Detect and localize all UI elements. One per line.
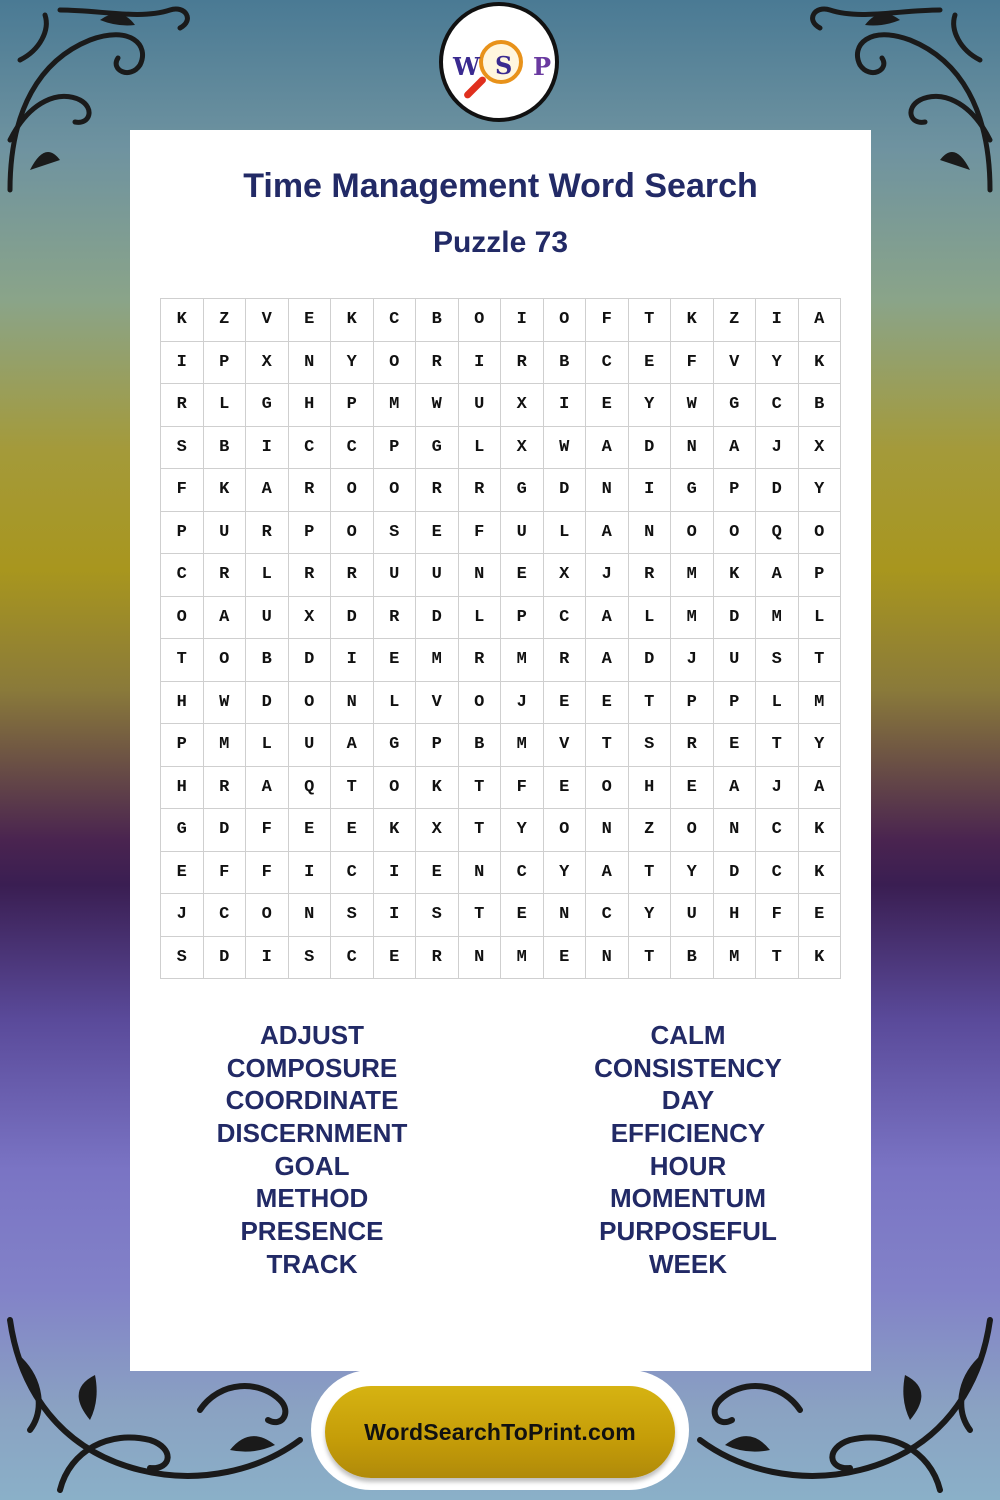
grid-cell[interactable]: Y [331,342,374,385]
grid-cell[interactable]: H [714,894,757,937]
grid-cell[interactable]: T [629,852,672,895]
grid-cell[interactable]: I [289,852,332,895]
grid-cell[interactable]: Q [289,767,332,810]
grid-cell[interactable]: U [289,724,332,767]
grid-cell[interactable]: O [544,809,587,852]
grid-cell[interactable]: R [629,554,672,597]
grid-cell[interactable]: K [161,299,204,342]
grid-cell[interactable]: T [629,937,672,980]
grid-cell[interactable]: N [289,342,332,385]
grid-cell[interactable]: R [204,554,247,597]
grid-cell[interactable]: Q [756,512,799,555]
word-list-item: GOAL [274,1150,350,1181]
grid-cell[interactable]: I [374,852,417,895]
grid-cell[interactable]: Z [629,809,672,852]
grid-cell[interactable]: N [331,682,374,725]
grid-cell[interactable]: B [544,342,587,385]
grid-cell[interactable]: C [331,852,374,895]
grid-cell[interactable]: G [714,384,757,427]
grid-cell[interactable]: G [671,469,714,512]
grid-cell[interactable]: O [459,682,502,725]
grid-cell[interactable]: X [799,427,842,470]
grid-cell[interactable]: E [586,682,629,725]
grid-cell[interactable]: T [629,682,672,725]
grid-cell[interactable]: L [459,597,502,640]
grid-cell[interactable]: E [544,767,587,810]
grid-cell[interactable]: U [501,512,544,555]
grid-cell[interactable]: L [246,554,289,597]
grid-cell[interactable]: S [161,427,204,470]
grid-cell[interactable]: M [374,384,417,427]
grid-cell[interactable]: Y [799,724,842,767]
grid-cell[interactable]: I [459,342,502,385]
grid-cell[interactable]: T [799,639,842,682]
grid-cell[interactable]: D [544,469,587,512]
grid-cell[interactable]: I [756,299,799,342]
grid-cell[interactable]: L [246,724,289,767]
grid-cell[interactable]: A [586,597,629,640]
grid-cell[interactable]: G [161,809,204,852]
grid-cell[interactable]: V [714,342,757,385]
grid-cell[interactable]: B [459,724,502,767]
grid-cell[interactable]: S [161,937,204,980]
grid-cell[interactable]: F [204,852,247,895]
grid-cell[interactable]: B [799,384,842,427]
grid-cell[interactable]: E [374,937,417,980]
grid-cell[interactable]: T [756,724,799,767]
grid-cell[interactable]: A [799,299,842,342]
word-list-item: COORDINATE [225,1085,399,1116]
grid-cell[interactable]: U [671,894,714,937]
grid-cell[interactable]: V [416,682,459,725]
grid-cell[interactable]: E [629,342,672,385]
grid-cell[interactable]: N [544,894,587,937]
grid-cell[interactable]: M [416,639,459,682]
grid-cell[interactable]: P [289,512,332,555]
grid-cell[interactable]: K [374,809,417,852]
grid-cell[interactable]: O [246,894,289,937]
grid-cell[interactable]: T [459,894,502,937]
grid-cell[interactable]: B [246,639,289,682]
grid-cell[interactable]: R [501,342,544,385]
grid-cell[interactable]: R [331,554,374,597]
grid-cell[interactable]: O [289,682,332,725]
grid-cell[interactable]: E [374,639,417,682]
grid-cell[interactable]: A [246,469,289,512]
word-list-item: WEEK [649,1248,727,1279]
grid-cell[interactable]: O [799,512,842,555]
grid-cell[interactable]: K [671,299,714,342]
grid-cell[interactable]: D [714,597,757,640]
grid-cell[interactable]: M [671,597,714,640]
grid-cell[interactable]: G [501,469,544,512]
grid-cell[interactable]: O [204,639,247,682]
grid-cell[interactable]: R [459,469,502,512]
grid-cell[interactable]: R [416,937,459,980]
word-list-item: HOUR [649,1150,727,1181]
grid-cell[interactable]: T [459,767,502,810]
grid-cell[interactable]: Y [671,852,714,895]
grid-cell[interactable]: R [416,342,459,385]
grid-cell[interactable]: D [756,469,799,512]
grid-cell[interactable]: F [161,469,204,512]
word-list-item: DISCERNMENT [216,1118,408,1149]
grid-cell[interactable]: E [416,852,459,895]
grid-cell[interactable]: P [331,384,374,427]
grid-cell[interactable]: X [416,809,459,852]
grid-cell[interactable]: I [161,342,204,385]
grid-cell[interactable]: X [501,384,544,427]
grid-cell[interactable]: Y [756,342,799,385]
grid-cell[interactable]: U [714,639,757,682]
grid-cell[interactable]: X [246,342,289,385]
grid-cell[interactable]: I [246,427,289,470]
grid-cell[interactable]: C [586,342,629,385]
grid-cell[interactable]: R [204,767,247,810]
grid-cell[interactable]: Z [204,299,247,342]
word-list-item: CONSISTENCY [594,1052,782,1083]
footer-badge[interactable] [325,1386,675,1478]
grid-cell[interactable]: T [586,724,629,767]
grid-cell[interactable]: N [459,852,502,895]
grid-cell[interactable]: L [459,427,502,470]
grid-cell[interactable]: M [671,554,714,597]
footer-site-link[interactable]: WordSearchToPrint.com [364,1418,636,1445]
grid-cell[interactable]: Y [629,894,672,937]
grid-cell[interactable]: A [246,767,289,810]
grid-cell[interactable]: J [501,682,544,725]
grid-cell[interactable]: P [714,469,757,512]
word-list-item: CALM [650,1020,726,1050]
grid-cell[interactable]: H [629,767,672,810]
grid-cell[interactable]: R [289,469,332,512]
grid-cell[interactable]: O [374,342,417,385]
grid-cell[interactable]: P [374,427,417,470]
puzzle-card [130,130,871,1371]
grid-cell[interactable]: K [331,299,374,342]
grid-cell[interactable]: A [756,554,799,597]
grid-cell[interactable]: D [331,597,374,640]
grid-cell[interactable]: E [289,809,332,852]
word-list-item: ADJUST [259,1020,364,1050]
grid-cell[interactable]: A [586,427,629,470]
grid-cell[interactable]: R [289,554,332,597]
grid-cell[interactable]: C [756,384,799,427]
grid-cell[interactable]: A [331,724,374,767]
grid-cell[interactable]: C [331,937,374,980]
word-list-item: PRESENCE [240,1216,384,1247]
grid-cell[interactable]: L [374,682,417,725]
grid-cell[interactable]: K [799,852,842,895]
grid-cell[interactable]: J [586,554,629,597]
grid-cell[interactable]: F [671,342,714,385]
grid-cell[interactable]: K [204,469,247,512]
grid-cell[interactable]: P [161,512,204,555]
grid-cell[interactable]: F [586,299,629,342]
grid-cell[interactable]: A [714,427,757,470]
grid-cell[interactable]: E [544,937,587,980]
word-list-right [538,1019,838,1281]
grid-cell[interactable]: I [331,639,374,682]
grid-cell[interactable]: P [416,724,459,767]
grid-cell[interactable]: U [204,512,247,555]
word-list-item: TRACK [266,1248,358,1279]
grid-cell[interactable]: R [374,597,417,640]
grid-cell[interactable]: P [501,597,544,640]
grid-cell[interactable]: N [586,937,629,980]
grid-cell[interactable]: L [204,384,247,427]
grid-cell[interactable]: F [246,809,289,852]
letter-grid [160,298,841,979]
grid-cell[interactable]: G [416,427,459,470]
grid-cell[interactable]: T [629,299,672,342]
word-list-item: METHOD [255,1183,369,1214]
grid-cell[interactable]: I [501,299,544,342]
grid-cell[interactable]: O [161,597,204,640]
grid-cell[interactable]: M [204,724,247,767]
grid-cell[interactable]: W [416,384,459,427]
grid-cell[interactable]: D [629,427,672,470]
grid-cell[interactable]: D [204,937,247,980]
grid-cell[interactable]: E [714,724,757,767]
wsp-logo[interactable] [439,2,559,122]
grid-cell[interactable]: C [544,597,587,640]
grid-cell[interactable]: I [246,937,289,980]
word-list-item: PURPOSEFUL [599,1216,777,1247]
grid-cell[interactable]: N [714,809,757,852]
grid-cell[interactable]: N [459,937,502,980]
grid-cell[interactable]: U [416,554,459,597]
grid-cell[interactable]: B [204,427,247,470]
grid-cell[interactable]: J [161,894,204,937]
logo-letter-w: W [453,52,480,81]
grid-cell[interactable]: X [544,554,587,597]
grid-cell[interactable]: S [629,724,672,767]
grid-cell[interactable]: C [161,554,204,597]
grid-cell[interactable]: N [586,469,629,512]
grid-cell[interactable]: G [374,724,417,767]
grid-cell[interactable]: C [204,894,247,937]
grid-cell[interactable]: C [586,894,629,937]
grid-cell[interactable]: S [289,937,332,980]
grid-cell[interactable]: D [289,639,332,682]
grid-cell[interactable]: C [289,427,332,470]
grid-cell[interactable]: O [544,299,587,342]
grid-cell[interactable]: R [544,639,587,682]
grid-cell[interactable]: O [331,469,374,512]
grid-cell[interactable]: N [629,512,672,555]
grid-cell[interactable]: Y [544,852,587,895]
puzzle-number: Puzzle 73 [432,226,569,259]
grid-cell[interactable]: M [501,724,544,767]
grid-cell[interactable]: D [416,597,459,640]
grid-cell[interactable]: D [714,852,757,895]
grid-cell[interactable]: H [161,767,204,810]
grid-cell[interactable]: P [204,342,247,385]
grid-cell[interactable]: M [714,937,757,980]
grid-cell[interactable]: E [416,512,459,555]
grid-cell[interactable]: W [671,384,714,427]
grid-cell[interactable]: C [374,299,417,342]
grid-cell[interactable]: O [671,512,714,555]
grid-cell[interactable]: G [246,384,289,427]
grid-cell[interactable]: E [586,384,629,427]
grid-cell[interactable]: L [629,597,672,640]
grid-cell[interactable]: T [756,937,799,980]
grid-cell[interactable]: O [374,469,417,512]
grid-cell[interactable]: S [756,639,799,682]
grid-cell[interactable]: O [714,512,757,555]
grid-cell[interactable]: E [671,767,714,810]
grid-cell[interactable]: Z [714,299,757,342]
grid-cell[interactable]: O [586,767,629,810]
word-list-item: COMPOSURE [226,1052,398,1083]
grid-cell[interactable]: B [416,299,459,342]
grid-cell[interactable]: E [501,894,544,937]
grid-cell[interactable]: F [756,894,799,937]
grid-cell[interactable]: P [799,554,842,597]
grid-cell[interactable]: R [671,724,714,767]
grid-cell[interactable]: J [671,639,714,682]
grid-cell[interactable]: N [289,894,332,937]
grid-cell[interactable]: H [289,384,332,427]
grid-cell[interactable]: M [799,682,842,725]
grid-cell[interactable]: L [799,597,842,640]
grid-cell[interactable]: C [501,852,544,895]
grid-cell[interactable]: M [501,639,544,682]
grid-cell[interactable]: V [246,299,289,342]
grid-cell[interactable]: R [459,639,502,682]
grid-cell[interactable]: I [629,469,672,512]
grid-cell[interactable]: C [331,427,374,470]
grid-cell[interactable]: C [756,809,799,852]
grid-cell[interactable]: W [544,427,587,470]
grid-cell[interactable]: R [416,469,459,512]
grid-cell[interactable]: S [416,894,459,937]
grid-cell[interactable]: E [799,894,842,937]
grid-cell[interactable]: E [331,809,374,852]
grid-cell[interactable]: A [586,512,629,555]
grid-cell[interactable]: M [756,597,799,640]
grid-cell[interactable]: R [246,512,289,555]
grid-cell[interactable]: J [756,767,799,810]
grid-cell[interactable]: X [501,427,544,470]
grid-cell[interactable]: O [459,299,502,342]
grid-cell[interactable]: A [586,639,629,682]
grid-cell[interactable]: P [714,682,757,725]
grid-cell[interactable]: K [799,937,842,980]
grid-cell[interactable]: E [544,682,587,725]
grid-cell[interactable]: S [331,894,374,937]
grid-cell[interactable]: I [544,384,587,427]
grid-cell[interactable]: Y [629,384,672,427]
grid-cell[interactable]: N [459,554,502,597]
grid-cell[interactable]: U [374,554,417,597]
logo-letter-p: P [533,52,552,81]
grid-cell[interactable]: K [799,809,842,852]
word-list-item: MOMENTUM [610,1183,766,1214]
grid-cell[interactable]: K [416,767,459,810]
grid-cell[interactable]: L [544,512,587,555]
grid-cell[interactable]: F [246,852,289,895]
grid-cell[interactable]: H [161,682,204,725]
grid-cell[interactable]: T [331,767,374,810]
grid-cell[interactable]: O [374,767,417,810]
grid-cell[interactable]: C [756,852,799,895]
grid-cell[interactable]: O [331,512,374,555]
grid-cell[interactable]: Y [501,809,544,852]
grid-cell[interactable]: D [204,809,247,852]
grid-cell[interactable]: P [161,724,204,767]
logo-letter-s: S [495,51,513,80]
grid-cell[interactable]: O [671,809,714,852]
grid-cell[interactable]: A [204,597,247,640]
grid-cell[interactable]: J [756,427,799,470]
page-title: Time Management Word Search [243,167,758,205]
grid-cell[interactable]: D [629,639,672,682]
grid-cell[interactable]: D [246,682,289,725]
grid-cell[interactable]: R [161,384,204,427]
grid-cell[interactable]: B [671,937,714,980]
grid-cell[interactable]: V [544,724,587,767]
grid-cell[interactable]: A [586,852,629,895]
grid-cell[interactable]: K [799,342,842,385]
grid-cell[interactable]: A [714,767,757,810]
grid-cell[interactable]: S [374,512,417,555]
grid-cell[interactable]: T [459,809,502,852]
grid-cell[interactable]: N [671,427,714,470]
grid-cell[interactable]: F [459,512,502,555]
grid-cell[interactable]: W [204,682,247,725]
grid-cell[interactable]: U [459,384,502,427]
word-list-left [162,1019,462,1281]
grid-cell[interactable]: E [501,554,544,597]
grid-cell[interactable]: T [161,639,204,682]
grid-cell[interactable]: E [161,852,204,895]
word-list-item: DAY [661,1085,715,1116]
grid-cell[interactable]: X [289,597,332,640]
grid-cell[interactable]: U [246,597,289,640]
grid-cell[interactable]: P [671,682,714,725]
grid-cell[interactable]: I [374,894,417,937]
word-list-item: EFFICIENCY [610,1118,766,1149]
grid-cell[interactable]: M [501,937,544,980]
grid-cell[interactable]: K [714,554,757,597]
grid-cell[interactable]: F [501,767,544,810]
grid-cell[interactable]: A [799,767,842,810]
grid-cell[interactable]: N [586,809,629,852]
grid-cell[interactable]: L [756,682,799,725]
grid-cell[interactable]: E [289,299,332,342]
grid-cell[interactable]: Y [799,469,842,512]
